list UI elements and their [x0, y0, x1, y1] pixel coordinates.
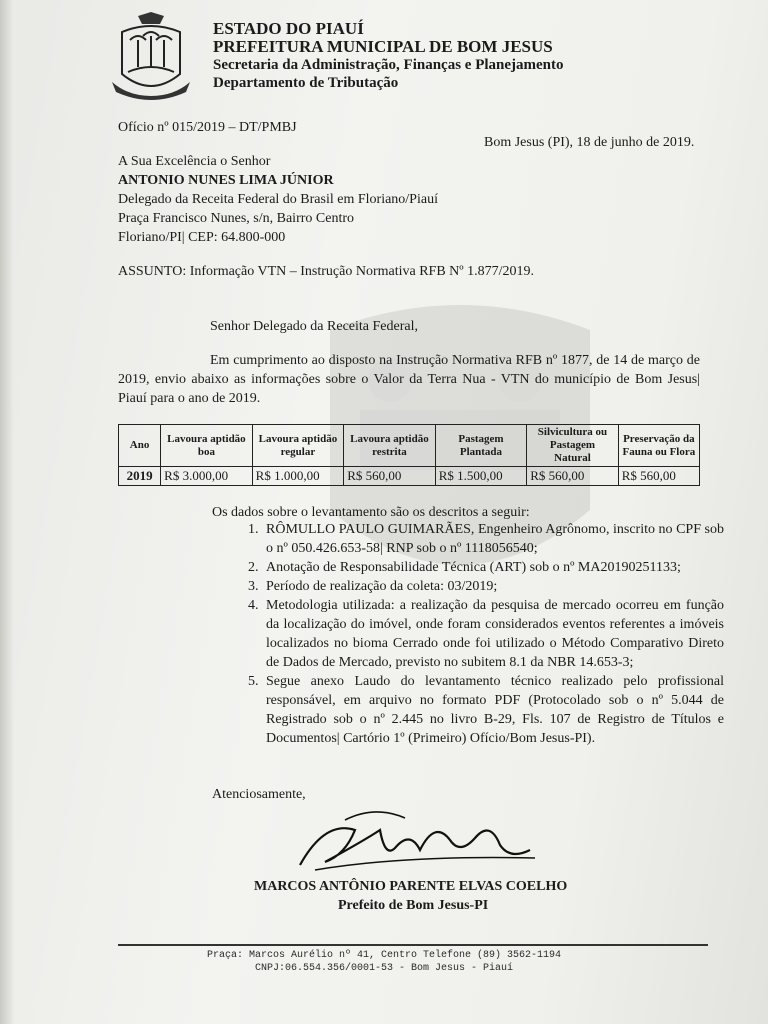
signer-title: Prefeito de Bom Jesus-PI	[338, 898, 489, 913]
department-name: Departamento de Tributação	[213, 75, 399, 91]
table-cell: R$ 3.000,00	[161, 467, 253, 486]
table-cell: R$ 1.500,00	[435, 467, 527, 486]
addressee-street: Praça Francisco Nunes, s/n, Bairro Centro	[118, 211, 354, 226]
salutation: Senhor Delegado da Receita Federal,	[210, 319, 418, 334]
table-cell: R$ 560,00	[527, 467, 619, 486]
table-header: Silvicultura ou Pastagem Natural	[527, 425, 619, 467]
secretariat-name: Secretaria da Administração, Finanças e Planejamento	[213, 57, 564, 73]
list-intro: Os dados sobre o levantamento são os descritos a seguir:	[212, 505, 530, 520]
addressee-name: ANTONIO NUNES LIMA JÚNIOR	[118, 173, 334, 188]
table-header: Lavoura aptidão regular	[252, 425, 344, 467]
addressee-greeting: A Sua Excelência o Senhor	[118, 154, 271, 169]
handwritten-signature	[285, 800, 545, 880]
survey-data-list	[240, 520, 724, 748]
list-item: 5. Segue anexo Laudo do levantamento técnico realizado pelo profissional responsável, em arquivo no formato PDF (Protocolado sob o nº 5.044 de Registrado sob o nº 2.445 no livro B-29, Fls. 107 de Registro de Títulos e Documentos| Cartório 1º (Primeiro) Ofício/Bom Jesus-PI).	[262, 672, 724, 748]
list-item: 2. Anotação de Responsabilidade Técnica (ART) sob o nº MA20190251133;	[262, 558, 724, 577]
list-item: 3. Período de realização da coleta: 03/2019;	[262, 577, 724, 596]
table-header: Lavoura aptidão boa	[161, 425, 253, 467]
table-header: Lavoura aptidão restrita	[344, 425, 436, 467]
letter-date: Bom Jesus (PI), 18 de junho de 2019.	[484, 135, 695, 150]
page-edge-shadow	[0, 0, 14, 1024]
table-header: Preservação da Fauna ou Flora	[618, 425, 699, 467]
footer-address: Praça: Marcos Aurélio nº 41, Centro Telefone (89) 3562-1194	[206, 950, 562, 961]
table-cell: R$ 560,00	[618, 467, 699, 486]
footer-cnpj: CNPJ:06.554.356/0001-53 - Bom Jesus - Piauí	[254, 963, 514, 974]
table-header: Pastagem Plantada	[435, 425, 527, 467]
state-name: ESTADO DO PIAUÍ	[213, 19, 364, 38]
subject-line: ASSUNTO: Informação VTN – Instrução Normativa RFB Nº 1.877/2019.	[118, 264, 535, 279]
table-cell: R$ 560,00	[344, 467, 436, 486]
list-item: 4. Metodologia utilizada: a realização da pesquisa de mercado ocorreu em função da localização do imóvel, onde foram considerados eventos referentes a imóveis localizados no bioma Cerrado onde foi utilizado o Método Comparativo Direto de Dados de Mercado, previsto no subitem 8.1 da NBR 14.653-3;	[262, 596, 724, 672]
table-cell: 2019	[119, 467, 161, 486]
addressee-city: Floriano/PI| CEP: 64.800-000	[118, 230, 286, 245]
list-item: 1. RÔMULLO PAULO GUIMARÃES, Engenheiro Agrônomo, inscrito no CPF sob o nº 050.426.653-58| RNP sob o nº 1118056540;	[262, 520, 724, 558]
closing: Atenciosamente,	[212, 787, 306, 802]
footer-divider	[118, 944, 708, 946]
municipal-crest-logo	[108, 12, 194, 104]
city-hall-name: PREFEITURA MUNICIPAL DE BOM JESUS	[213, 37, 553, 56]
table-cell: R$ 1.000,00	[252, 467, 344, 486]
letterhead	[213, 20, 564, 92]
signer-name: MARCOS ANTÔNIO PARENTE ELVAS COELHO	[254, 879, 568, 894]
vtn-table	[118, 424, 700, 486]
addressee-title: Delegado da Receita Federal do Brasil em Floriano/Piauí	[118, 192, 438, 207]
letter-reference: Ofício nº 015/2019 – DT/PMBJ	[118, 120, 297, 135]
paragraph-intro: Em cumprimento ao disposto na Instrução Normativa RFB nº 1877, de 14 de março de 2019, envio abaixo as informações sobre o Valor da Terra Nua - VTN do município de Bom Jesus| Piauí para o ano de 2019.	[118, 353, 700, 406]
table-row	[119, 467, 700, 486]
table-header-row	[119, 425, 700, 467]
table-header: Ano	[119, 425, 161, 467]
